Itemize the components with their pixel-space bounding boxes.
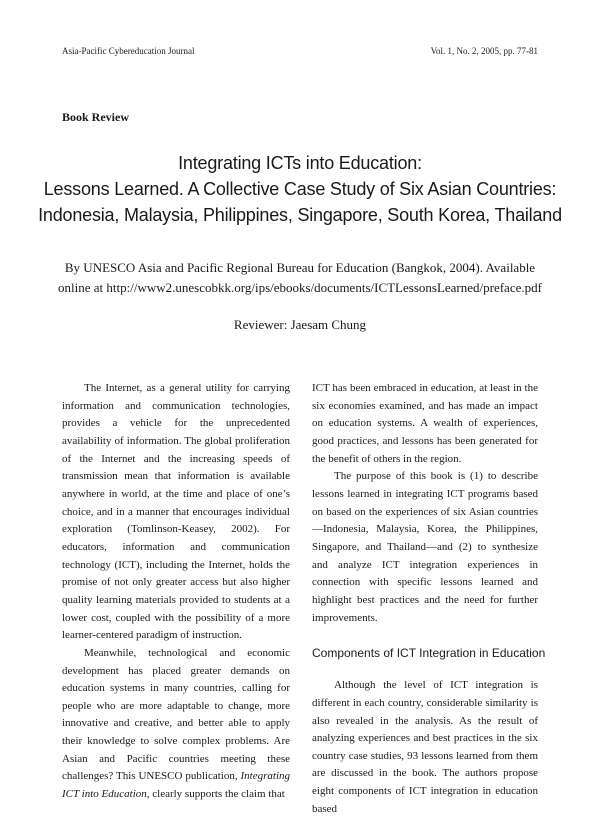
journal-name: Asia-Pacific Cybereducation Journal xyxy=(62,46,195,56)
right-paragraph-3: Although the level of ICT integration is different in each country, considerable similarity is also revealed in the analysis. As the result of analyzing experiences and best practices in the six country case studies, 93 lessons learned from them are discussed in the book. The authors propose eight components of ICT integration in education based xyxy=(312,679,538,815)
title-line-1: Integrating ICTs into Education: xyxy=(178,153,422,173)
citation-line-2: online at http://www2.unescobkk.org/ips/ebooks/documents/ICTLessonsLearned/preface.pdf xyxy=(58,280,542,295)
section-label: Book Review xyxy=(62,110,129,124)
citation-line-1: By UNESCO Asia and Pacific Regional Bureau for Education (Bangkok, 2004). Available xyxy=(64,260,536,275)
left-paragraph-2 xyxy=(62,645,290,804)
right-paragraph-1: ICT has been embraced in education, at least in the six economies examined, and has made an impact on education systems. A wealth of experiences, good practices, and lessons has been generated for the benefit of others in the region. xyxy=(312,382,538,465)
left-column xyxy=(62,380,290,804)
title-line-2: Lessons Learned. A Collective Case Study of Six Asian Countries: xyxy=(43,179,557,199)
book-title-italic: Integrating ICT into Education xyxy=(62,770,290,801)
left-paragraph-1: The Internet, as a general utility for carrying information and communication technologies, provides a vehicle for the unprecedented availability of information. The global proliferation of the Internet and the increasing speeds of transmission mean that information is available anywhere in world, at the time and place of one’s choice, and in a manner that encourages individual exploration (Tomlinson-Keasey, 2002). For educators, information and communication technology (ICT), including the Internet, holds the promise of not only greater access but also higher quality learning materials provided to students at a lower cost, coupled with the possibility of a more learner-centered paradigm of instruction. xyxy=(62,382,290,642)
right-paragraph-2: The purpose of this book is (1) to describe lessons learned in integrating ICT programs based on based on the experiences of six Asian countries—Indonesia, Malaysia, Korea, the Philippines, Singapore, and Thailand—and (2) to synthesize and analyze ICT integration experiences in connection with specific lessons learned and highlight best practices and the need for further improvements. xyxy=(312,470,538,624)
running-header xyxy=(62,46,538,56)
section-subheading: Components of ICT Integration in Education xyxy=(312,646,546,661)
reviewer-name: Reviewer: Jaesam Chung xyxy=(233,317,367,332)
left-paragraph-2-text: Meanwhile, technological and economic development has placed greater demands on education systems in many countries, calling for people who are more adaptable to change, more innovative and creative, and better able to apply their knowledge to solve complex problems. Are Asian and Pacific countries meeting these challenges? This UNESCO publication, xyxy=(62,646,290,783)
left-paragraph-2-end: , clearly supports the claim that xyxy=(146,788,285,801)
right-column xyxy=(312,380,546,818)
volume-info: Vol. 1, No. 2, 2005, pp. 77-81 xyxy=(430,46,538,56)
title-line-3: Indonesia, Malaysia, Philippines, Singapore, South Korea, Thailand xyxy=(38,205,562,225)
article-title xyxy=(20,150,580,228)
book-citation xyxy=(30,258,570,298)
